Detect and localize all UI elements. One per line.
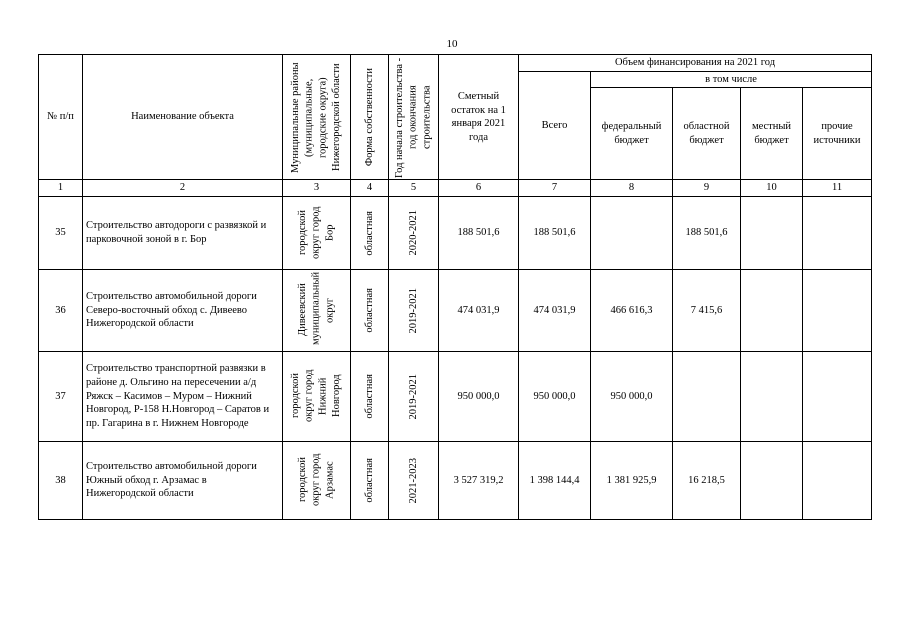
row-estimate: 188 501,6	[439, 196, 519, 269]
column-number: 3	[283, 180, 351, 197]
row-ownership	[351, 351, 389, 441]
row-num: 35	[39, 196, 83, 269]
row-num: 36	[39, 269, 83, 351]
row-ownership-text: областная	[363, 374, 375, 419]
column-number: 1	[39, 180, 83, 197]
row-object-name: Строительство автомобильной дороги Южный обход г. Арзамас в Нижегородской области	[83, 441, 283, 519]
row-local	[741, 351, 803, 441]
row-regional: 188 501,6	[673, 196, 741, 269]
header-financing-group: Объем финансирования на 2021 год	[519, 55, 872, 72]
column-number: 11	[803, 180, 872, 197]
header-object-name: Наименование объекта	[83, 55, 283, 180]
header-regional: областной бюджет	[673, 88, 741, 180]
row-estimate: 3 527 319,2	[439, 441, 519, 519]
row-municipality-text: городской округ город Нижний Новгород	[290, 370, 343, 423]
row-municipality-text: Дивеевский муниципальный округ	[297, 272, 336, 346]
row-total: 1 398 144,4	[519, 441, 591, 519]
row-total: 188 501,6	[519, 196, 591, 269]
header-num: № п/п	[39, 55, 83, 180]
row-other	[803, 441, 872, 519]
row-ownership	[351, 441, 389, 519]
row-regional: 16 218,5	[673, 441, 741, 519]
row-municipality-text: городской округ город Бор	[297, 206, 336, 260]
row-object-name: Строительство автомобильной дороги Северо-восточный обход с. Дивеево Нижегородской области	[83, 269, 283, 351]
row-object-name: Строительство автодороги с развязкой и парковочной зоной в г. Бор	[83, 196, 283, 269]
row-num: 38	[39, 441, 83, 519]
column-number: 7	[519, 180, 591, 197]
row-ownership-text: областная	[363, 210, 375, 256]
row-local	[741, 196, 803, 269]
column-number: 10	[741, 180, 803, 197]
row-local	[741, 441, 803, 519]
header-municipality-text: Муниципальные районы (муниципальные, городские округа) Нижегородской области	[290, 61, 343, 173]
page-number: 10	[446, 38, 458, 50]
row-object-name: Строительство транспортной развязки в районе д. Ольгино на пересечении а/д Ряжск – Касимов – Муром – Нижний Новгород, Р-158 Н.Новгород – Саратов и пр. Гагарина в г. Нижнем Новгороде	[83, 351, 283, 441]
header-other: прочие источники	[803, 88, 872, 180]
column-number: 2	[83, 180, 283, 197]
row-num: 37	[39, 351, 83, 441]
row-years-text: 2021-2023	[407, 457, 419, 504]
row-ownership	[351, 269, 389, 351]
header-ownership	[351, 55, 389, 180]
row-ownership-text: областная	[363, 288, 375, 333]
column-number: 4	[351, 180, 389, 197]
header-including: в том числе	[591, 71, 872, 88]
row-ownership	[351, 196, 389, 269]
row-federal	[591, 196, 673, 269]
header-ownership-text: Форма собственности	[363, 68, 375, 167]
row-federal: 950 000,0	[591, 351, 673, 441]
row-municipality	[283, 351, 351, 441]
row-years-text: 2019-2021	[407, 373, 419, 420]
table-row	[39, 441, 872, 519]
header-years-text: Год начала строительства - год окончания строительства	[394, 57, 433, 178]
table-row	[39, 196, 872, 269]
row-municipality	[283, 196, 351, 269]
row-years-text: 2019-2021	[407, 287, 419, 334]
column-number: 6	[439, 180, 519, 197]
financing-table	[38, 54, 872, 520]
row-estimate: 474 031,9	[439, 269, 519, 351]
row-years	[389, 269, 439, 351]
table-row	[39, 351, 872, 441]
header-local: местный бюджет	[741, 88, 803, 180]
header-municipality	[283, 55, 351, 180]
row-municipality	[283, 269, 351, 351]
table-row	[39, 269, 872, 351]
row-years	[389, 441, 439, 519]
column-number: 8	[591, 180, 673, 197]
row-estimate: 950 000,0	[439, 351, 519, 441]
row-regional	[673, 351, 741, 441]
row-total: 474 031,9	[519, 269, 591, 351]
row-municipality	[283, 441, 351, 519]
row-other	[803, 196, 872, 269]
header-years	[389, 55, 439, 180]
row-federal: 1 381 925,9	[591, 441, 673, 519]
column-number: 5	[389, 180, 439, 197]
row-other	[803, 351, 872, 441]
row-municipality-text: городской округ город Арзамас	[297, 454, 336, 507]
row-regional: 7 415,6	[673, 269, 741, 351]
row-federal: 466 616,3	[591, 269, 673, 351]
row-other	[803, 269, 872, 351]
column-number: 9	[673, 180, 741, 197]
row-years	[389, 351, 439, 441]
row-years	[389, 196, 439, 269]
row-local	[741, 269, 803, 351]
header-federal: федеральный бюджет	[591, 88, 673, 180]
header-total: Всего	[519, 71, 591, 180]
row-ownership-text: областная	[363, 458, 375, 503]
header-estimate: Сметный остаток на 1 января 2021 года	[439, 55, 519, 180]
row-years-text: 2020-2021	[407, 210, 419, 256]
row-total: 950 000,0	[519, 351, 591, 441]
